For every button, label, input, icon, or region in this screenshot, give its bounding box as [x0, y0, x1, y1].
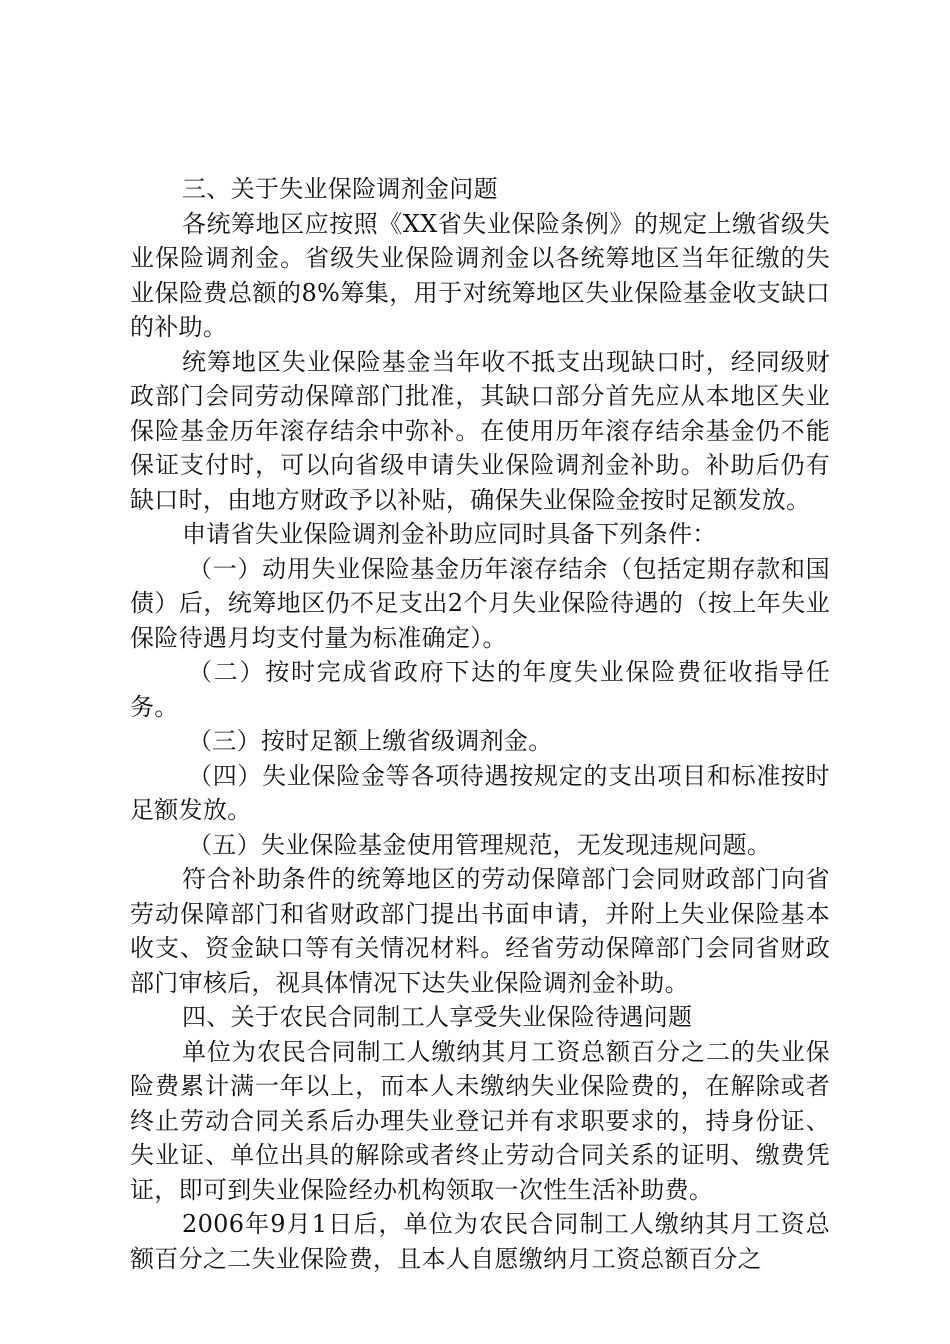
condition-item-4: （四）失业保险金等各项待遇按规定的支出项目和标准按时足额发放。 [130, 761, 830, 824]
section-3-paragraph-4: 符合补助条件的统筹地区的劳动保障部门会同财政部门向省劳动保障部门和省财政部门提出书面申请，并附上失业保险基本收支、资金缺口等有关情况材料。经省劳动保障部门会同省财政部门审核后，视具体情况下达失业保险调剂金补助。 [130, 865, 830, 997]
section-3-paragraph-2: 统筹地区失业保险基金当年收不抵支出现缺口时，经同级财政部门会同劳动保障部门批准，其缺口部分首先应从本地区失业保险基金历年滚存结余中弥补。在使用历年滚存结余基金仍不能保证支付时，可以向省级申请失业保险调剂金补助。补助后仍有缺口时，由地方财政予以补贴，确保失业保险金按时足额发放。 [130, 347, 830, 514]
section-3-paragraph-3: 申请省失业保险调剂金补助应同时具备下列条件： [182, 520, 717, 548]
document-body [130, 172, 830, 1276]
section-3-paragraph-1: 各统筹地区应按照《XX省失业保险条例》的规定上缴省级失业保险调剂金。省级失业保险调剂金以各统筹地区当年征缴的失业保险费总额的8%筹集，用于对统筹地区失业保险基金收支缺口的补助。 [130, 209, 830, 341]
condition-item-2: （二）按时完成省政府下达的年度失业保险费征收指导任务。 [130, 658, 830, 721]
section-3-heading: 三、关于失业保险调剂金问题 [182, 175, 498, 203]
condition-item-3: （三）按时足额上缴省级调剂金。 [188, 727, 553, 755]
condition-item-5: （五）失业保险基金使用管理规范，无发现违规问题。 [188, 830, 772, 859]
section-4-paragraph-2: 2006年9月1日后，单位为农民合同制工人缴纳其月工资总额百分之二失业保险费，且本人自愿缴纳月工资总额百分之 [130, 1210, 830, 1273]
condition-item-1: （一）动用失业保险基金历年滚存结余（包括定期存款和国债）后，统筹地区仍不足支出2个月失业保险待遇的（按上年失业保险待遇月均支付量为标准确定）。 [130, 554, 830, 652]
section-4-heading: 四、关于农民合同制工人享受失业保险待遇问题 [182, 1003, 693, 1031]
section-4-paragraph-1: 单位为农民合同制工人缴纳其月工资总额百分之二的失业保险费累计满一年以上，而本人未缴纳失业保险费的，在解除或者终止劳动合同关系后办理失业登记并有求职要求的，持身份证、失业证、单位出具的解除或者终止劳动合同关系的证明、缴费凭证，即可到失业保险经办机构领取一次性生活补助费。 [130, 1037, 830, 1204]
